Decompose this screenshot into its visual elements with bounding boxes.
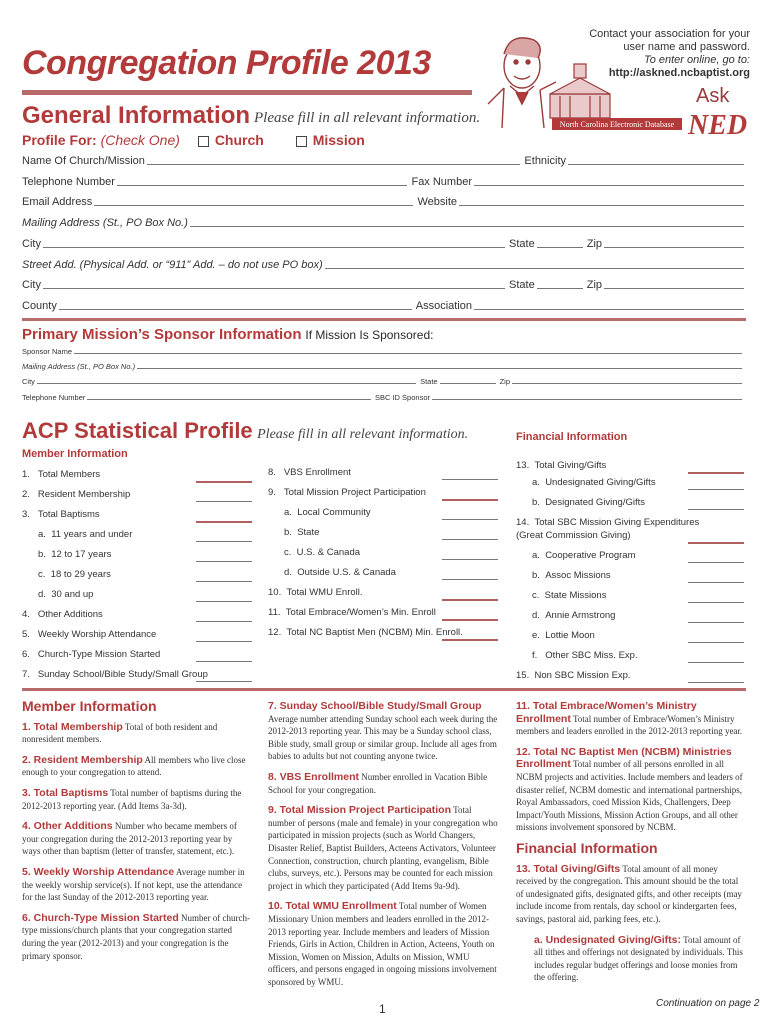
col1-field-1[interactable] xyxy=(196,501,252,502)
sponsor-phone-label: Telephone Number xyxy=(22,393,86,402)
col3-label-5: a. Cooperative Program xyxy=(532,550,636,561)
desc-col-2 xyxy=(268,700,500,996)
row-sponsor-name xyxy=(22,347,746,356)
ned-url-link[interactable]: http://askned.ncbaptist.org xyxy=(608,67,750,79)
row-email xyxy=(22,196,748,208)
col1-field-7[interactable] xyxy=(196,621,252,622)
col2-label-1: 9. Total Mission Project Participation xyxy=(268,487,426,498)
contact-line-1: Contact your association for your xyxy=(589,28,750,40)
fax-label: Fax Number xyxy=(411,176,472,188)
col2-field-8[interactable] xyxy=(442,639,498,641)
col3-field-1[interactable] xyxy=(688,489,744,490)
acp-heading-row xyxy=(22,418,468,444)
church-label: Church xyxy=(214,132,264,148)
col2-field-5[interactable] xyxy=(442,579,498,580)
col1-label-8: 5. Weekly Worship Attendance xyxy=(22,629,157,640)
contact-line-3: To enter online, go to: xyxy=(643,54,750,66)
zip-label: Zip xyxy=(586,238,602,250)
association-field[interactable] xyxy=(474,309,744,310)
general-info-note: Please fill in all relevant information. xyxy=(254,110,481,126)
row-sponsor-mailing xyxy=(22,362,746,371)
row-sponsor-city xyxy=(22,377,746,386)
telephone-field[interactable] xyxy=(117,185,408,186)
desc-8: 8. VBS Enrollment Number enrolled in Vacation Bible School for your congregation. xyxy=(268,770,488,795)
col1-label-2: 3. Total Baptisms xyxy=(22,509,100,520)
col2-field-3[interactable] xyxy=(442,539,498,540)
banner-text: North Carolina Electronic Database xyxy=(559,120,675,129)
col3-field-11[interactable] xyxy=(688,682,744,683)
col1-label-1: 2. Resident Membership xyxy=(22,489,131,500)
ethnicity-field[interactable] xyxy=(568,164,744,165)
col1-field-5[interactable] xyxy=(196,581,252,582)
section-rule xyxy=(22,318,746,321)
col3-label-10: f. Other SBC Miss. Exp. xyxy=(532,650,638,661)
col2-field-0[interactable] xyxy=(442,479,498,480)
sponsor-city-label: City xyxy=(22,377,35,386)
col1-label-7: 4. Other Additions xyxy=(22,609,103,620)
row-street xyxy=(22,259,748,271)
county-label: County xyxy=(22,300,57,312)
sponsor-zip-label: Zip xyxy=(499,377,510,386)
ask-text: Ask xyxy=(696,85,730,107)
col1-field-2[interactable] xyxy=(196,521,252,523)
member-info-heading: Member Information xyxy=(22,448,128,460)
desc-9: 9. Total Mission Project Participation Total number of persons (male and female) in your congregation who participated in mission projects (such as World Changers, Disaster Relief, Baptist Builders, Acteens Activators, Volunteer Connection, construction, church planting, evangelism, Bible clubs, surveys, etc.). Persons may be counted for each mission project in which they participated (Add Items 9a-9d). xyxy=(268,804,498,891)
sponsor-name-label: Sponsor Name xyxy=(22,347,73,356)
contact-line-2: user name and password. xyxy=(623,41,750,53)
row-mailing xyxy=(22,217,748,229)
sponsor-sub: If Mission Is Sponsored: xyxy=(305,328,434,342)
desc-4: 4. Other Additions Number who became members of your congregation during the 2012-2013 reporting year by ways other than baptism (letter of transfer, statement, etc.). xyxy=(22,820,237,857)
col2-field-1[interactable] xyxy=(442,499,498,501)
desc-col-1 xyxy=(22,700,252,970)
desc-6: 6. Church-Type Mission Started Number of church-type missions/church plants that your congregation started during the year (2012-2013) and your congregation is the primary sponsor. xyxy=(22,911,250,961)
col3-field-10[interactable] xyxy=(688,662,744,663)
desc-13: 13. Total Giving/Gifts Total amount of all money received by the congregation. This amount should be the total of undesignated gifts, designated gifts, and other receipts (may include income from rentals, day school or kindergarten fees, savings, pastoral aid, parking fees, etc.). xyxy=(516,862,742,924)
sponsor-state-field[interactable] xyxy=(440,383,496,384)
col1-label-3: a. 11 years and under xyxy=(38,529,133,540)
sbc-id-label: SBC ID Sponsor xyxy=(374,393,430,402)
acp-heading: ACP Statistical Profile xyxy=(22,418,253,443)
page-number: 1 xyxy=(379,1002,386,1016)
col1-label-4: b. 12 to 17 years xyxy=(38,549,112,560)
col3-field-5[interactable] xyxy=(688,562,744,563)
desc-3: 3. Total Baptisms Total number of baptisms during the 2012-2013 reporting year. (Add Items 3a-3d). xyxy=(22,786,242,811)
mailing-field[interactable] xyxy=(190,226,744,227)
state-label: State xyxy=(509,238,535,250)
row-phone xyxy=(22,176,748,188)
ned-text: NED xyxy=(688,110,748,140)
sponsor-zip-field[interactable] xyxy=(512,383,742,384)
zip-label: Zip xyxy=(586,279,602,291)
col1-field-9[interactable] xyxy=(196,661,252,662)
col2-label-0: 8. VBS Enrollment xyxy=(268,467,351,478)
profile-for-label: Profile For: xyxy=(22,132,97,148)
col1-field-8[interactable] xyxy=(196,641,252,642)
col2-field-4[interactable] xyxy=(442,559,498,560)
desc-5: 5. Weekly Worship Attendance Average number in the weekly worship service(s). If not kept, use the attendance for the last Sunday of the 2012-2013 reporting year. xyxy=(22,865,245,903)
financial-info-heading: Financial Information xyxy=(516,431,628,443)
col1-field-3[interactable] xyxy=(196,541,252,542)
col1-field-4[interactable] xyxy=(196,561,252,562)
desc-10: 10. Total WMU Enrollment Total number of Women Missionary Union members and leaders enrolled in the 2012-2013 reporting year. Include members and leaders of Mission Friends, Girls in Action, Children in Action, Acteens, Youth on Mission, Women on Mission, Adults on Mission, WMU officers, and persons engaged in ongoing missions involvement sponsored by WMU. xyxy=(268,900,497,987)
col1-label-5: c. 18 to 29 years xyxy=(38,569,111,580)
desc-11: 11. Total Embrace/Women’s Ministry Enrollment Total number of Embrace/Women’s Ministry members and leaders enrolled in the 2012-2013 reporting year. xyxy=(516,700,743,737)
col1-label-10: 7. Sunday School/Bible Study/Small Group xyxy=(22,669,208,680)
telephone-label: Telephone Number xyxy=(22,176,115,188)
acp-note: Please fill in all relevant information. xyxy=(257,427,469,442)
col3-field-7[interactable] xyxy=(688,602,744,603)
col2-field-2[interactable] xyxy=(442,519,498,520)
col3-field-2[interactable] xyxy=(688,509,744,510)
fax-field[interactable] xyxy=(474,185,744,186)
col2-field-6[interactable] xyxy=(442,599,498,601)
row-sponsor-phone xyxy=(22,393,746,402)
county-field[interactable] xyxy=(59,309,412,310)
sponsor-phone-field[interactable] xyxy=(87,399,371,400)
col3-field-4[interactable] xyxy=(688,542,744,544)
col3-label-9: e. Lottie Moon xyxy=(532,630,595,641)
ethnicity-label: Ethnicity xyxy=(524,155,566,167)
col3-label-2: b. Designated Giving/Gifts xyxy=(532,497,645,508)
col3-label-0: 13. Total Giving/Gifts xyxy=(516,460,607,471)
profile-for-row xyxy=(22,132,365,148)
website-label: Website xyxy=(417,196,457,208)
zip-field[interactable] xyxy=(604,247,744,248)
col3-label-3: 14. Total SBC Mission Giving Expenditures xyxy=(516,517,700,528)
page-title: Congregation Profile 2013 xyxy=(22,44,431,82)
street-label: Street Add. (Physical Add. or “911” Add. – do not use PO box) xyxy=(22,259,323,271)
sponsor-name-field[interactable] xyxy=(74,353,742,354)
row-county xyxy=(22,300,748,312)
col3-label-7: c. State Missions xyxy=(532,590,607,601)
mission-label: Mission xyxy=(312,132,365,148)
col3-label-4: (Great Commission Giving) xyxy=(516,530,631,541)
church-name-field[interactable] xyxy=(147,164,521,165)
col1-field-10[interactable] xyxy=(196,681,252,682)
sponsor-state-label: State xyxy=(420,377,438,386)
section-rule-2 xyxy=(22,688,746,691)
street-field[interactable] xyxy=(325,268,744,269)
sponsor-city-field[interactable] xyxy=(37,383,416,384)
church-checkbox[interactable] xyxy=(198,136,209,147)
row-city-1 xyxy=(22,238,748,250)
desc-member-heading: Member Information xyxy=(22,698,157,714)
col2-label-7: 11. Total Embrace/Women’s Min. Enroll xyxy=(268,607,436,618)
email-label: Email Address xyxy=(22,196,93,208)
col3-field-0[interactable] xyxy=(688,472,744,474)
desc-col-3 xyxy=(516,700,748,992)
continuation-note: Continuation on page 2 xyxy=(656,998,760,1009)
col3-field-9[interactable] xyxy=(688,642,744,643)
col3-label-8: d. Annie Armstrong xyxy=(532,610,616,621)
sponsor-heading: Primary Mission’s Sponsor Information xyxy=(22,326,302,343)
sbc-id-field[interactable] xyxy=(432,399,742,400)
col3-label-11: 15. Non SBC Mission Exp. xyxy=(516,670,631,681)
ask-ned-logo xyxy=(474,24,754,140)
desc-12: 12. Total NC Baptist Men (NCBM) Ministries Enrollment Total number of all persons enrolled in all NCBM projects and activities. Include members and leaders of disaster relief, NCBM domestic and international partnerships, Royal Ambassadors, coed Mission Kids, Challengers, Deep Impact/Youth Missions, Mission Action Groups, and all other missions involvement sponsored by NCBM. xyxy=(516,745,743,833)
desc-13a: a. Undesignated Giving/Gifts: Total amount of all tithes and offerings not designated by individuals. This includes regular budget offerings and loose monies from the offering. xyxy=(534,933,743,983)
desc-financial-heading: Financial Information xyxy=(516,839,658,856)
col3-field-8[interactable] xyxy=(688,622,744,623)
title-rule xyxy=(22,90,472,95)
col3-label-6: b. Assoc Missions xyxy=(532,570,611,581)
row-name xyxy=(22,155,748,167)
desc-2: 2. Resident Membership All members who live close enough to your congregation to attend. xyxy=(22,753,246,778)
col2-label-2: a. Local Community xyxy=(284,507,371,518)
sponsor-mailing-field[interactable] xyxy=(137,368,742,369)
col2-label-8: 12. Total NC Baptist Men (NCBM) Min. Enroll. xyxy=(268,627,463,638)
mailing-label: Mailing Address (St., PO Box No.) xyxy=(22,217,188,229)
city-label: City xyxy=(22,279,41,291)
sponsor-heading-row xyxy=(22,326,433,343)
website-field[interactable] xyxy=(459,205,744,206)
col1-label-0: 1. Total Members xyxy=(22,469,101,480)
desc-1: 1. Total Membership Total of both resident and nonresident members. xyxy=(22,720,218,745)
col2-label-4: c. U.S. & Canada xyxy=(284,547,361,558)
col1-label-9: 6. Church-Type Mission Started xyxy=(22,649,161,660)
col1-field-0[interactable] xyxy=(196,481,252,483)
state-field[interactable] xyxy=(537,247,583,248)
col2-field-7[interactable] xyxy=(442,619,498,621)
church-name-label: Name Of Church/Mission xyxy=(22,155,145,167)
desc-7: 7. Sunday School/Bible Study/Small Group Average number attending Sunday school each week during the 2012-2013 reporting year. This may be a Sunday school class, Bible study, small group or similar group. Include all ages from babies to adults but not counting anyone twice. xyxy=(268,700,498,762)
col1-label-6: d. 30 and up xyxy=(38,589,94,600)
col2-label-6: 10. Total WMU Enroll. xyxy=(268,587,363,598)
row-city-2 xyxy=(22,279,748,291)
state-label: State xyxy=(509,279,535,291)
zip-field[interactable] xyxy=(604,288,744,289)
col3-label-1: a. Undesignated Giving/Gifts xyxy=(532,477,656,488)
state-field[interactable] xyxy=(537,288,583,289)
col2-label-5: d. Outside U.S. & Canada xyxy=(284,567,396,578)
mission-checkbox[interactable] xyxy=(296,136,307,147)
col3-field-6[interactable] xyxy=(688,582,744,583)
general-info-heading: General Information xyxy=(22,102,251,129)
city-field[interactable] xyxy=(43,247,505,248)
check-one-label: (Check One) xyxy=(100,132,180,148)
city-label: City xyxy=(22,238,41,250)
association-label: Association xyxy=(415,300,472,312)
col2-label-3: b. State xyxy=(284,527,320,538)
email-field[interactable] xyxy=(94,205,413,206)
city-field[interactable] xyxy=(43,288,505,289)
sponsor-mailing-label: Mailing Address (St., PO Box No.) xyxy=(22,362,136,371)
col1-field-6[interactable] xyxy=(196,601,252,602)
